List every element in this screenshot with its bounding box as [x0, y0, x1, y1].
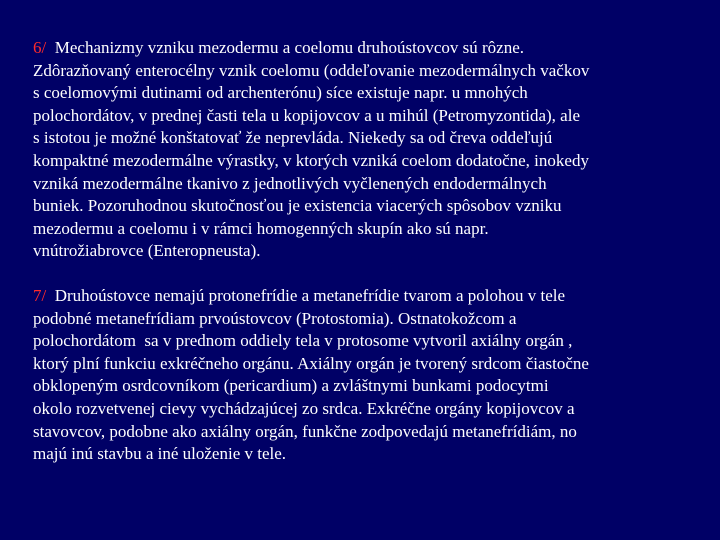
paragraph-6	[33, 37, 693, 263]
paragraph-line: kompaktné mezodermálne výrastky, v ktorých vzniká coelom dodatočne, inokedy	[33, 150, 589, 170]
paragraph-line: ktorý plní funkciu exkréčneho orgánu. Axiálny orgán je tvorený srdcom čiastočne	[33, 353, 589, 373]
paragraph-line: majú inú stavbu a iné uloženie v tele.	[33, 444, 287, 464]
paragraph-line: polochordátov, v prednej časti tela u kopijovcov a u mihúl (Petromyzontida), ale	[33, 105, 580, 125]
paragraph-line: obklopeným osrdcovníkom (pericardium) a zvláštnymi bunkami podocytmi	[33, 376, 549, 396]
paragraph-text: Mechanizmy vzniku mezodermu a coelomu druhoústovcov sú rôzne.	[46, 38, 524, 57]
paragraph-7	[33, 285, 693, 466]
paragraph-line	[33, 285, 693, 308]
paragraph-line: mezodermu a coelomu i v rámci homogenných skupín ako sú napr.	[33, 218, 489, 238]
paragraph-line: Zdôrazňovaný enterocélny vznik coelomu (oddeľovanie mezodermálnych vačkov	[33, 60, 590, 80]
paragraph-line: s istotou je možné konštatovať že neprevláda. Niekedy sa od čreva oddeľujú	[33, 128, 553, 148]
paragraph-line: buniek. Pozoruhodnou skutočnosťou je existencia viacerých spôsobov vzniku	[33, 196, 562, 216]
paragraph-number: 6/	[33, 38, 47, 57]
paragraph-line: stavovcov, podobne ako axiálny orgán, funkčne zodpovedajú metanefrídiám, no	[33, 421, 577, 441]
paragraph-text: Druhoústovce nemajú protonefrídie a metanefrídie tvarom a polohou v tele	[46, 285, 566, 305]
paragraph-line	[33, 37, 693, 60]
paragraph-line: s coelomovými dutinami od archenterónu) síce existuje napr. u mnohých	[33, 83, 528, 103]
paragraph-line: podobné metanefrídiam prvoústovcov (Protostomia). Ostnatokožcom a	[33, 308, 517, 328]
slide-content	[33, 37, 693, 466]
paragraph-number: 7/	[33, 285, 47, 305]
paragraph-line: polochordátom sa v prednom oddiely tela v protosome vytvoril axiálny orgán ,	[33, 331, 573, 351]
paragraph-line: okolo rozvetvenej cievy vychádzajúcej zo srdca. Exkréčne orgány kopijovcov a	[33, 398, 575, 418]
paragraph-line: vzniká mezodermálne tkanivo z jednotlivých vyčlenených endodermálnych	[33, 173, 547, 193]
paragraph-line: vnútrožiabrovce (Enteropneusta).	[33, 241, 261, 261]
